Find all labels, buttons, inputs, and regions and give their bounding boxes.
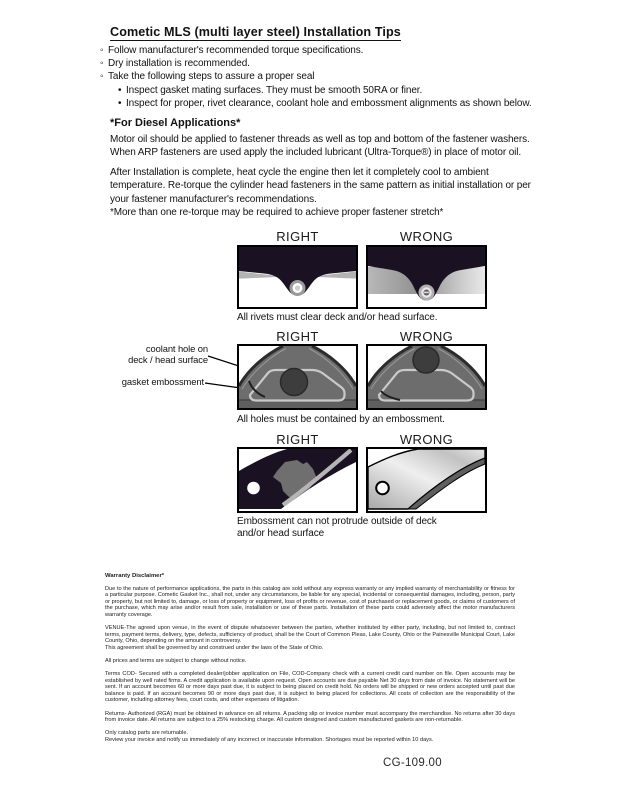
diagram-embossment-wrong-panel xyxy=(366,447,487,513)
terms-paragraph: Terms COD- Secured with a completed dealer/jobber application on File, COD-Company check with a current credit card number on file. Open accounts may be established by well rated firms. A credit application is available upon request. Open accounts are due payable Net 30 days from date of invoice. No statement will be sent. If an account becomes 60 or more days past due, it is subject to being placed on credit hold. No orders will be shipped or new orders accepted until past due balance is paid. If an account becomes 90 or more days past due, it is subject to being placed for collections. All costs of collection are the responsibility of the customer, including attorney fees, court costs, and other expenses of litigation. xyxy=(105,671,515,704)
returnable-line: Only catalog parts are returnable. xyxy=(105,730,189,737)
row2-caption: All holes must be contained by an embossment. xyxy=(237,414,445,425)
gasket-embossment-callout: gasket embossment xyxy=(121,376,204,387)
review-invoice-line: Review your invoice and notify us immediately of any incorrect or inaccurate information. Shortages must be reported within 10 days. xyxy=(105,736,434,743)
caption-line: Embossment can not protrude outside of deck xyxy=(237,516,437,527)
wrong-label: WRONG xyxy=(399,329,454,344)
circle-bullet-icon: ◦ xyxy=(100,58,104,70)
legal-fine-print xyxy=(105,573,515,750)
diagram-hole-wrong-panel xyxy=(366,344,487,410)
list-item xyxy=(100,57,560,70)
tip-text: Dry installation is recommended. xyxy=(108,58,250,70)
prices-line: All prices and terms are subject to change without notice. xyxy=(105,657,247,664)
venue-paragraph: VENUE-The agreed upon venue, in the event of dispute whatsoever between the parties, whether instituted by either party, including, but not limited to, contract terms, payment terms, delivery, type, defects, sufficiency of product, shall be the Court of Common Pleas, Lake County, Ohio or the Painesville Municipal Court, Lake County, Ohio, depending on the amount in controversy. xyxy=(105,625,515,645)
installation-tips-list xyxy=(100,44,560,110)
list-item xyxy=(100,70,560,83)
hole-contained-diagram xyxy=(237,344,358,410)
right-label: RIGHT xyxy=(276,432,319,447)
right-label: RIGHT xyxy=(276,329,319,344)
list-item xyxy=(100,44,560,57)
row1-caption: All rivets must clear deck and/or head surface. xyxy=(237,312,438,323)
warranty-paragraph: Due to the nature of performance applications, the parts in this catalog are sold without any express warranty or any implied warranty of merchantability or fitness for a particular purpose. Cometic Gasket Inc., shall not, under any circumstances, be liable for any special, incidental or consequential damages, including, person, party or property, but not limited to, damage, or loss of property or equipment, loss of profits or revenue, cost of purchased or replacement goods, or claims of customers of the purchase, which may arise and/or result from sale, installation or use of these parts. Installation of these parts could adversely affect the motor manufacturers warranty coverage. xyxy=(105,585,515,618)
diesel-paragraph: After Installation is complete, heat cycle the engine then let it completely cool to ambient temperature. Re-torque the cylinder head fasteners in the same pattern as initial installation or per your fastener manufacturer's recommendations. xyxy=(110,167,531,205)
wrong-label: WRONG xyxy=(399,432,454,447)
wrong-label: WRONG xyxy=(399,229,454,244)
diagram-embossment-right-panel xyxy=(237,447,358,513)
warranty-disclaimer-heading: Warranty Disclaimer* xyxy=(105,573,165,579)
callout-line: coolant hole on xyxy=(145,343,208,354)
tip-text: Inspect gasket mating surfaces. They must be smooth 50RA or finer. xyxy=(126,84,423,96)
hole-outside-diagram xyxy=(366,344,487,410)
tip-text: Inspect for proper, rivet clearance, coolant hole and embossment alignments as shown below. xyxy=(126,97,532,109)
embossment-inside-diagram xyxy=(237,447,358,513)
diesel-paragraph: Motor oil should be applied to fastener threads as well as top and bottom of the fastener washers. When ARP fasteners are used apply the included lubricant (Ultra-Torque®) in place of motor oil. xyxy=(110,134,530,159)
governing-law-line: This agreement shall be governed by and construed under the laws of the State of Ohio. xyxy=(105,644,324,651)
rivet-clear-diagram xyxy=(237,245,358,309)
callout-line: deck / head surface xyxy=(128,353,208,365)
dot-bullet-icon: • xyxy=(118,97,122,109)
circle-bullet-icon: ◦ xyxy=(100,71,104,83)
retorque-note: *More than one re-torque may be required to achieve proper fastener stretch* xyxy=(110,207,444,218)
rivet-interfere-diagram xyxy=(366,245,487,309)
page-code: CG-109.00 xyxy=(383,757,442,769)
diesel-section-heading: *For Diesel Applications* xyxy=(110,117,241,129)
page-title: Cometic MLS (multi layer steel) Installation Tips xyxy=(110,25,401,39)
list-item xyxy=(100,97,560,110)
diagram-rivet-wrong-panel xyxy=(366,245,487,309)
caption-line: and/or head surface xyxy=(237,527,325,539)
circle-bullet-icon: ◦ xyxy=(100,45,104,56)
tip-text: Follow manufacturer's recommended torque specifications. xyxy=(108,45,364,56)
list-item xyxy=(100,84,560,97)
embossment-protruding-diagram xyxy=(366,447,487,513)
coolant-hole-callout xyxy=(90,344,208,365)
dot-bullet-icon: • xyxy=(118,84,122,96)
tip-text: Take the following steps to assure a proper seal xyxy=(108,71,315,83)
right-label: RIGHT xyxy=(276,229,319,244)
row3-caption xyxy=(237,516,437,539)
returns-paragraph: Returns- Authorized (RGA) must be obtained in advance on all returns. A packing slip or invoice number must accompany the merchandise. No returns after 30 days from invoice date. All returns are subject to a 25% restocking charge. All custom designed and custom manufactured gaskets are non-returnable. xyxy=(105,710,515,724)
diagram-rivet-right-panel xyxy=(237,245,358,309)
diagram-hole-right-panel xyxy=(237,344,358,410)
